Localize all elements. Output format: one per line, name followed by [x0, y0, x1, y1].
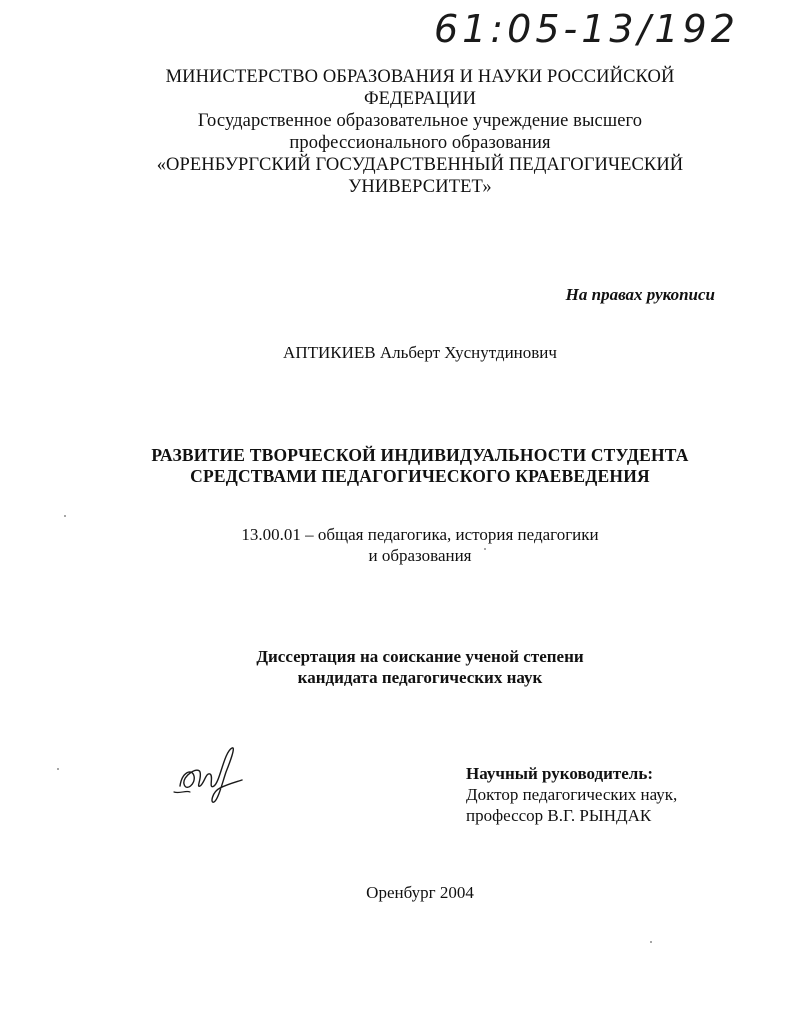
manuscript-rights-note: На правах рукописи	[565, 285, 715, 304]
dissertation-title	[100, 445, 740, 487]
archive-code-text: 61:05-13/192	[434, 7, 739, 51]
institution-type-line-2: профессионального образования	[289, 133, 551, 153]
handwritten-archive-code	[430, 6, 739, 52]
supervisor-degree: Доктор педагогических наук,	[466, 785, 678, 804]
title-line-1: РАЗВИТИЕ ТВОРЧЕСКОЙ ИНДИВИДУАЛЬНОСТИ СТУДЕНТА	[151, 445, 689, 465]
specialty-line-1: 13.00.01 – общая педагогика, история педагогики	[241, 525, 599, 544]
scientific-supervisor	[466, 763, 677, 826]
degree-line-1: Диссертация на соискание ученой степени	[256, 647, 584, 666]
supervisor-heading: Научный руководитель:	[466, 764, 653, 783]
institution-type-line-1: Государственное образовательное учреждение высшего	[197, 111, 643, 131]
signature-icon	[170, 742, 250, 806]
scan-speck	[64, 515, 66, 517]
degree-statement	[100, 646, 740, 688]
title-line-2: СРЕДСТВАМИ ПЕДАГОГИЧЕСКОГО КРАЕВЕДЕНИЯ	[190, 466, 650, 486]
scan-speck	[484, 548, 486, 550]
scan-speck	[650, 941, 652, 943]
specialty-code	[100, 524, 740, 566]
scan-speck	[57, 768, 59, 770]
ministry-line-1: МИНИСТЕРСТВО ОБРАЗОВАНИЯ И НАУКИ РОССИЙСКОЙ	[165, 67, 675, 87]
author-name: АПТИКИЕВ Альберт Хуснутдинович	[283, 343, 557, 362]
city-and-year: Оренбург 2004	[366, 883, 474, 902]
ministry-line-2: ФЕДЕРАЦИИ	[363, 89, 477, 109]
degree-line-2: кандидата педагогических наук	[297, 668, 543, 687]
university-name-line-1: «ОРЕНБУРГСКИЙ ГОСУДАРСТВЕННЫЙ ПЕДАГОГИЧЕСКИЙ	[156, 155, 684, 175]
specialty-line-2: и образования	[368, 546, 472, 565]
supervisor-name: профессор В.Г. РЫНДАК	[466, 806, 652, 825]
university-name-line-2: УНИВЕРСИТЕТ»	[348, 177, 492, 197]
institution-header	[100, 66, 740, 198]
